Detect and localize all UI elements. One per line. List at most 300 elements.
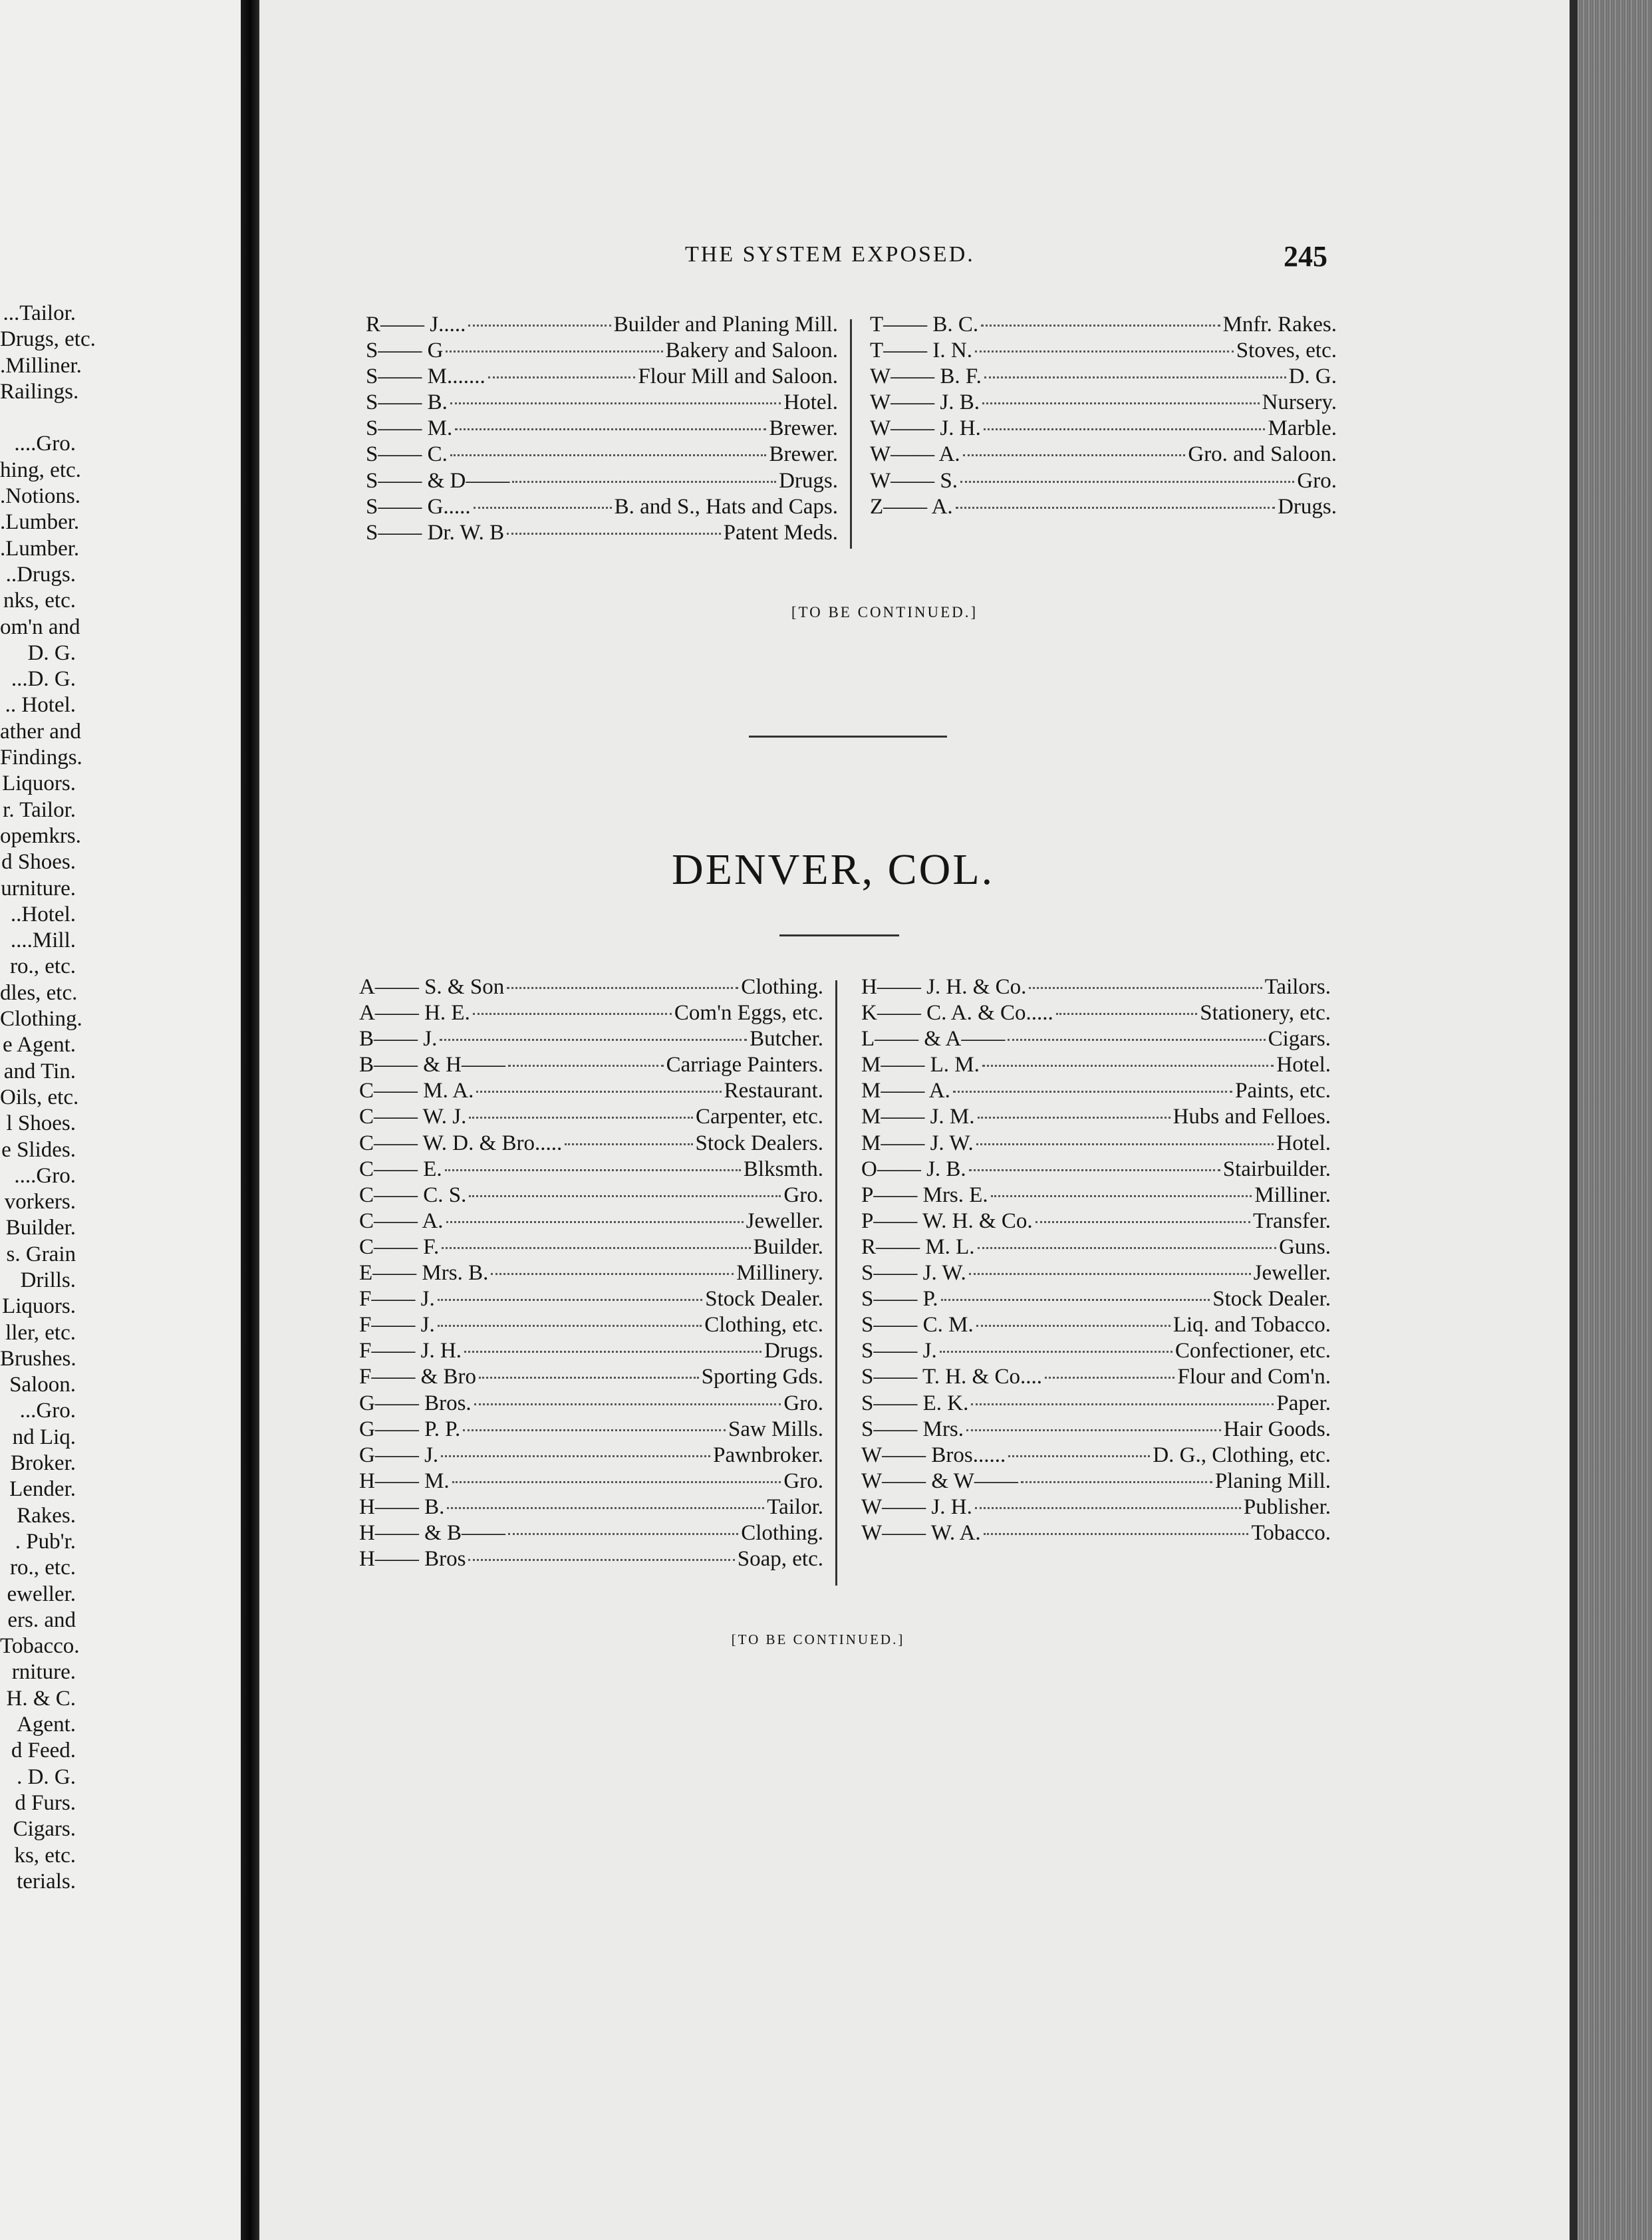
directory-entry [870,469,1337,495]
left-fragment-line: r. Tailor. [3,797,76,822]
left-fragment-line: rniture. [11,1660,76,1685]
entry-name: W—— J. H. [861,1494,972,1519]
directory-entry [861,1079,1331,1105]
directory-entry [366,339,838,364]
dot-leader [963,454,1186,456]
left-fragment-line: Railings. [0,379,79,404]
dot-leader [507,987,738,989]
entry-business: Stock Dealer. [705,1287,823,1312]
dot-leader [507,533,721,535]
entry-name: E—— Mrs. B. [359,1261,489,1286]
left-fragment-line: and Tin. [3,1059,76,1083]
entry-business: Hubs and Felloes. [1172,1105,1331,1129]
left-fragment-line: Brushes. [0,1346,76,1371]
entry-name: T—— I. N. [870,339,972,363]
dot-leader [452,1481,781,1483]
dot-leader [468,325,611,327]
directory-entry [861,1131,1331,1157]
directory-entry [359,1053,823,1079]
entry-name: S—— E. K. [861,1391,969,1415]
entry-business: Jeweller. [1253,1261,1331,1286]
entry-business: Clothing, etc. [704,1313,823,1337]
dot-leader [488,376,636,378]
directory-entry [366,364,838,390]
entry-business: Milliner. [1254,1183,1331,1207]
entry-business: Stoves, etc. [1236,339,1337,363]
directory-entry [366,313,838,339]
entry-business: Confectioner, etc. [1174,1339,1331,1363]
dot-leader [440,1039,747,1041]
left-page-text-fragments [0,301,241,1895]
entry-name: S—— J. W. [861,1261,966,1286]
entry-business: Liq. and Tobacco. [1172,1313,1331,1337]
entry-business: Hair Goods. [1223,1417,1331,1441]
left-fragment-line: Builder. [5,1216,76,1240]
entry-name: W—— B. F. [870,364,982,389]
left-fragment-line: . D. G. [17,1764,76,1789]
dot-leader [446,350,662,352]
entry-name: S—— Mrs. [861,1417,964,1441]
entry-business: Carriage Painters. [666,1053,823,1077]
entry-name: M—— L. M. [861,1053,980,1077]
entry-name: P—— Mrs. E. [861,1183,988,1207]
directory-entry [359,1079,823,1105]
directory-entry [359,1417,823,1443]
directory-entry [861,1261,1331,1287]
left-fragment-line: Tobacco. [0,1634,80,1659]
left-fragment-line: urniture. [1,876,76,901]
entry-name: C—— E. [359,1157,442,1181]
dot-leader [960,481,1294,483]
directory-entry [861,1469,1331,1495]
entry-business: Gro. [783,1391,823,1415]
entry-business: Soap, etc. [737,1547,823,1572]
left-fragment-line: . Pub'r. [15,1529,76,1554]
entry-name: L—— & A—— [861,1027,1006,1051]
directory-entry [359,1157,823,1183]
directory-entry [861,1443,1331,1469]
dot-leader [463,1429,726,1431]
directory-entry [359,975,823,1001]
entry-name: B—— & H—— [359,1053,506,1077]
dot-leader [447,1507,764,1509]
entry-name: S—— M. [366,416,453,441]
left-fragment-line: Clothing. [0,1007,82,1032]
entry-name: R—— J..... [366,313,466,337]
entry-name: H—— Bros [359,1547,466,1572]
entry-business: Gro. [783,1183,823,1207]
left-fragment-line: Drugs, etc. [0,327,96,352]
entry-name: G—— J. [359,1443,439,1467]
entry-name: G—— Bros. [359,1391,472,1415]
directory-entry [366,442,838,468]
dot-leader [469,1195,781,1197]
dot-leader [469,1117,693,1119]
left-fragment-line: ...D. G. [11,667,76,692]
section-title: DENVER, COL. [672,845,995,894]
directory-entry [359,1365,823,1391]
left-fragment-line: Saloon. [9,1373,76,1397]
entry-name: W—— S. [870,468,958,493]
directory-entry [861,1339,1331,1365]
directory-entry [861,1417,1331,1443]
directory-entry [861,1391,1331,1417]
dot-leader [978,1117,1170,1119]
entry-name: F—— J. [359,1313,435,1337]
entry-name: K—— C. A. & Co..... [861,1001,1053,1026]
left-fragment-line: ....Gro. [14,1163,76,1188]
left-fragment-line: eweller. [7,1582,76,1606]
entry-name: P—— W. H. & Co. [861,1208,1033,1233]
directory-entry [861,1521,1331,1547]
entry-business: Saw Mills. [728,1417,823,1441]
entry-business: Stock Dealer. [1212,1287,1331,1312]
directory-entry [861,1183,1331,1209]
entry-name: F—— & Bro [359,1365,477,1389]
directory-entry [861,1001,1331,1027]
title-underline [779,934,899,936]
to-be-continued-1: [TO BE CONTINUED.] [791,604,978,621]
entry-business: Paper. [1276,1391,1331,1415]
entry-business: Stairbuilder. [1222,1157,1331,1181]
directory-entry [861,1027,1331,1053]
entry-name: S—— Dr. W. B [366,520,505,545]
left-fragment-line: l Shoes. [6,1111,76,1136]
directory-entry [359,1443,823,1469]
left-fragment-line: Drills. [20,1268,76,1292]
entry-business: Carpenter, etc. [696,1105,823,1129]
page-number: 245 [1284,240,1327,273]
directory-entry [359,1495,823,1521]
entry-business: Planing Mill. [1214,1469,1331,1493]
entry-name: H—— M. [359,1469,450,1493]
dot-leader [982,1065,1274,1067]
left-fragment-line: D. G. [27,640,76,665]
left-fragment-line: ....Mill. [10,928,76,953]
directory-entry [359,1339,823,1365]
entry-name: R—— M. L. [861,1234,975,1259]
entry-business: Mnfr. Rakes. [1222,313,1337,337]
dot-leader [1029,987,1262,989]
entry-name: C—— F. [359,1234,440,1259]
dot-leader [1008,1455,1150,1457]
entry-name: H—— J. H. & Co. [861,975,1027,999]
entry-business: Brewer. [769,442,838,467]
dot-leader [450,454,767,456]
left-fragment-line: vorkers. [4,1190,76,1214]
dot-leader [476,1091,721,1093]
directory-entry [861,1235,1331,1261]
directory-entry [861,1053,1331,1079]
left-fragment-line: Agent. [17,1713,76,1737]
left-fragment-line: .. Hotel. [5,693,76,718]
entry-name: B—— J. [359,1027,438,1051]
entry-business: Flour Mill and Saloon. [638,364,838,389]
directory-entry [366,469,838,495]
directory-entry [359,1391,823,1417]
dot-leader [491,1273,734,1275]
entry-name: F—— J. H. [359,1339,462,1363]
left-fragment-line: dles, etc. [0,980,78,1005]
entry-business: Stationery, etc. [1200,1001,1331,1026]
dot-leader [441,1455,710,1457]
dot-leader [1008,1039,1265,1041]
directory-entry [366,416,838,442]
dot-leader [442,1247,750,1249]
entry-name: S—— C. M. [861,1313,974,1337]
left-fragment-line: ..Drugs. [5,562,76,587]
directory-entry [870,339,1337,364]
dot-leader [991,1195,1252,1197]
entry-business: Transfer. [1252,1208,1331,1233]
directory-entry [861,1209,1331,1235]
denver-right-column [861,975,1331,1547]
running-head: THE SYSTEM EXPOSED. [685,242,975,267]
entry-business: Tailors. [1264,975,1331,999]
entry-business: Blksmth. [743,1157,823,1181]
page-edges [1570,0,1652,2240]
entry-name: C—— A. [359,1208,444,1233]
directory-entry [861,1287,1331,1313]
directory-entry [861,1157,1331,1183]
directory-entry [870,390,1337,416]
left-fragment-line: ller, etc. [5,1320,76,1345]
dot-leader [464,1351,761,1353]
directory-entry [366,390,838,416]
left-fragment-line: .Milliner. [0,353,82,378]
directory-entry [359,1209,823,1235]
entry-business: Millinery. [736,1261,823,1286]
directory-entry [359,1235,823,1261]
left-fragment-line: ..Hotel. [10,902,76,926]
entry-business: Tobacco. [1251,1520,1331,1545]
entry-name: G—— P. P. [359,1417,461,1441]
directory-entry [870,313,1337,339]
left-fragment-line: ers. and [7,1608,76,1632]
entry-name: C—— W. D. & Bro..... [359,1131,563,1155]
entry-business: Builder and Planing Mill. [613,313,838,337]
entry-name: S—— G..... [366,494,471,519]
directory-entry [870,364,1337,390]
dot-leader [474,507,612,509]
entry-name: A—— H. E. [359,1001,470,1026]
left-page-fragment [0,0,241,2240]
dot-leader [975,350,1234,352]
denver-column-divider [835,980,837,1586]
entry-name: S—— T. H. & Co.... [861,1365,1042,1389]
left-fragment-line: hing, etc. [0,458,81,482]
entry-name: W—— Bros...... [861,1443,1006,1467]
directory-entry [359,1469,823,1495]
right-page [259,0,1570,2240]
entry-business: Drugs. [1278,494,1337,519]
left-fragment-line [0,405,241,431]
entry-business: Drugs. [764,1339,823,1363]
dot-leader [565,1143,692,1145]
entry-name: W—— J. H. [870,416,981,441]
dot-leader [508,1065,664,1067]
directory-entry [359,1547,823,1573]
entry-business: Hotel. [1276,1053,1331,1077]
left-fragment-line: Liquors. [2,771,76,796]
left-fragment-line: d Shoes. [1,850,76,875]
dot-leader [978,1247,1277,1249]
left-fragment-line: ks, etc. [14,1843,76,1868]
to-be-continued-2: [TO BE CONTINUED.] [731,1631,905,1647]
entry-business: D. G. [1288,364,1337,389]
directory-entry [870,495,1337,521]
entry-name: A—— S. & Son [359,975,505,999]
dot-leader [1056,1013,1197,1015]
dot-leader [984,1533,1249,1535]
entry-name: Z—— A. [870,494,953,519]
entry-name: S—— J. [861,1339,937,1363]
left-fragment-line: e Agent. [3,1033,76,1057]
directory-entry [359,1521,823,1547]
left-fragment-line: terials. [17,1869,76,1893]
entry-business: Gro. and Saloon. [1188,442,1337,467]
dot-leader [975,1507,1241,1509]
book-gutter [241,0,259,2240]
entry-name: T—— B. C. [870,313,979,337]
dot-leader [455,428,766,430]
entry-business: Hotel. [783,390,838,415]
entry-business: Jeweller. [746,1208,823,1233]
left-fragment-line: opemkrs. [0,823,81,848]
dot-leader [969,1169,1220,1171]
entry-business: Tailor. [767,1494,823,1519]
directory-entry [359,1313,823,1339]
entry-name: S—— C. [366,442,448,467]
dot-leader [982,402,1260,404]
left-fragment-line: Cigars. [13,1817,76,1842]
directory-entry [861,1495,1331,1521]
directory-entry [861,1313,1331,1339]
directory-entry [359,1261,823,1287]
left-fragment-line: Lender. [9,1477,76,1502]
left-fragment-line: s. Grain [6,1242,76,1266]
entry-business: Cigars. [1268,1027,1331,1051]
left-fragment-line: e Slides. [1,1137,76,1162]
entry-name: M—— J. M. [861,1105,975,1129]
dot-leader [966,1429,1221,1431]
entry-business: Marble. [1268,416,1337,441]
entry-business: Brewer. [769,416,838,441]
left-fragment-line: ro., etc. [10,1556,76,1580]
entry-business: Publisher. [1243,1494,1331,1519]
left-fragment-line: Liquors. [2,1294,76,1319]
directory-entry [366,495,838,521]
top-right-column [870,313,1337,521]
entry-business: D. G., Clothing, etc. [1153,1443,1331,1467]
entry-name: W—— A. [870,442,960,467]
dot-leader [512,481,776,483]
section-divider [749,736,947,738]
entry-name: M—— A. [861,1079,950,1103]
entry-name: O—— J. B. [861,1157,966,1181]
entry-business: Guns. [1279,1234,1331,1259]
entry-business: Gro. [1297,468,1337,493]
entry-name: W—— J. B. [870,390,980,415]
left-fragment-line: d Furs. [15,1790,76,1815]
entry-name: S—— G [366,339,444,363]
directory-entry [870,416,1337,442]
left-fragment-line: om'n and [0,615,80,639]
entry-business: Restaurant. [724,1079,823,1103]
dot-leader [1035,1221,1250,1223]
dot-leader [438,1325,702,1327]
left-fragment-line: Oils, etc. [0,1085,79,1109]
dot-leader [953,1091,1232,1093]
left-fragment-line: ....Gro. [14,432,76,456]
entry-business: Butcher. [750,1027,823,1051]
directory-entry [359,1105,823,1131]
dot-leader [984,376,1286,378]
dot-leader [446,1221,744,1223]
dot-leader [956,507,1275,509]
entry-name: S—— M....... [366,364,485,389]
left-fragment-line: nks, etc. [3,589,76,613]
left-fragment-line: ...Tailor. [3,301,76,325]
dot-leader [468,1559,734,1561]
entry-name: S—— B. [366,390,448,415]
left-fragment-line: .Notions. [0,484,81,509]
entry-name: W—— W. A. [861,1520,981,1545]
dot-leader [976,1143,1274,1145]
left-fragment-line: ro., etc. [10,954,76,979]
directory-entry [366,521,838,547]
directory-entry [861,975,1331,1001]
dot-leader [971,1403,1274,1405]
entry-business: Patent Meds. [723,520,838,545]
left-fragment-line: d Feed. [11,1739,76,1763]
entry-business: Paints, etc. [1235,1079,1331,1103]
entry-business: Nursery. [1262,390,1337,415]
entry-name: H—— B. [359,1494,445,1519]
directory-entry [861,1365,1331,1391]
column-divider [850,319,852,549]
left-fragment-line: Rakes. [17,1503,76,1528]
entry-name: F—— J. [359,1287,435,1312]
left-fragment-line: .Lumber. [0,536,80,561]
dot-leader [976,1325,1170,1327]
left-fragment-line: H. & C. [6,1686,76,1711]
directory-entry [359,1027,823,1053]
entry-business: Drugs. [779,468,838,493]
entry-business: Clothing. [741,1520,823,1545]
entry-business: Pawnbroker. [713,1443,823,1467]
entry-business: Bakery and Saloon. [665,339,838,363]
entry-business: Sporting Gds. [701,1365,823,1389]
left-fragment-line: Findings. [0,746,82,770]
top-left-column [366,313,838,547]
entry-name: H—— & B—— [359,1520,506,1545]
entry-business: B. and S., Hats and Caps. [614,494,838,519]
entry-business: Gro. [783,1469,823,1493]
dot-leader [1045,1377,1174,1379]
entry-business: Hotel. [1276,1131,1331,1155]
dot-leader [474,1403,781,1405]
dot-leader [473,1013,672,1015]
entry-name: W—— & W—— [861,1469,1018,1493]
directory-entry [861,1105,1331,1131]
dot-leader [940,1351,1172,1353]
entry-name: C—— C. S. [359,1183,467,1207]
dot-leader [479,1377,699,1379]
dot-leader [981,325,1220,327]
directory-entry [359,1287,823,1313]
page-edges-shadow [1570,0,1578,2240]
